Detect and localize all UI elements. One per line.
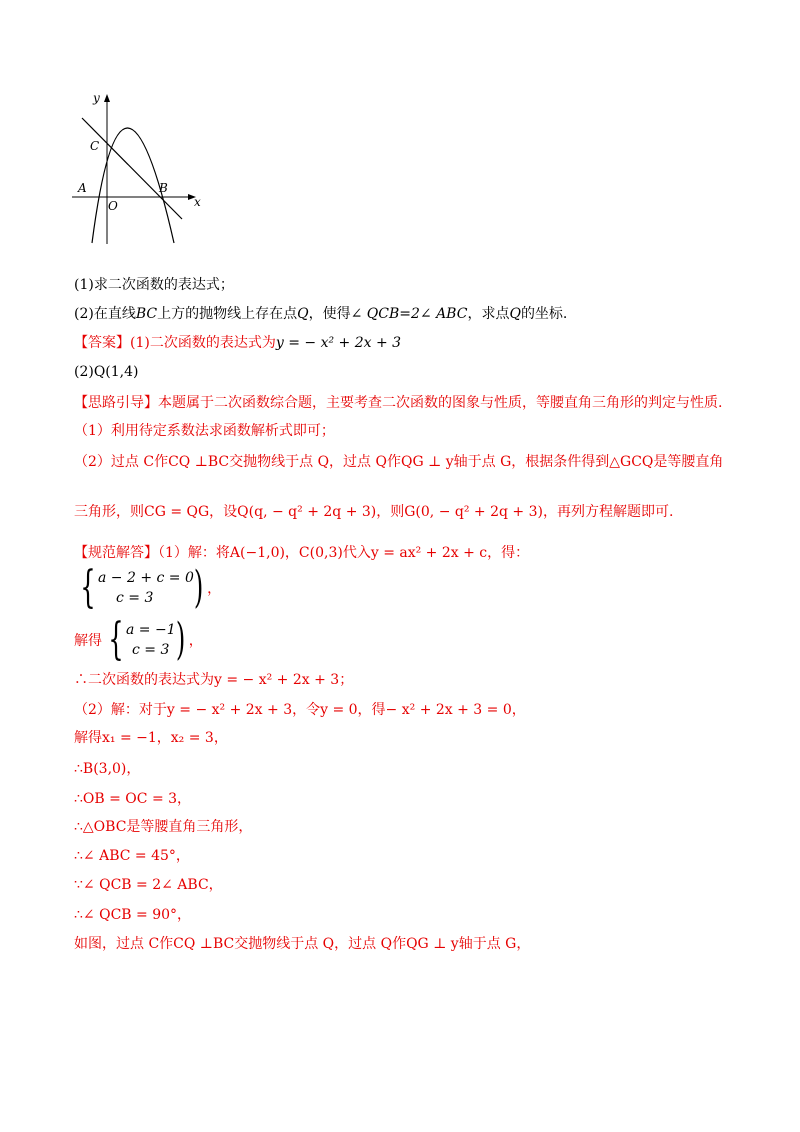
solution-line-10: ∴∠ QCB = 90°， [74,907,192,923]
question-part-1: (1)求二次函数的表达式； [74,277,234,293]
question-part-2: (2)在直线BC上方的抛物线上存在点Q，使得∠ QCB=2∠ ABC，求点Q的坐标. [74,306,568,322]
solution-line-3: （2）解：对于y = − x² + 2x + 3，令y = 0，得− x² + 2x + 3 = 0， [74,702,526,718]
equation-system-2: 解得 { a = −1 c = 3 ) ， [74,614,203,665]
equation-system-1: { a − 2 + c = 0 c = 3 ) ， [80,562,222,613]
label-c: C [90,139,100,153]
label-b: B [159,181,168,195]
solution-line-1: 【规范解答】（1）解：将A(−1,0)，C(0,3)代入y = ax² + 2x + c，得： [74,545,530,561]
label-a: A [78,181,87,195]
solution-line-5: ∴B(3,0)， [74,761,141,777]
label-x: x [194,195,201,209]
y-axis-arrow [104,94,110,102]
solution-line-4: 解得x₁ = −1，x₂ = 3， [74,730,228,746]
solution-tag: 【规范解答】 [74,545,158,561]
parabola-figure [70,88,210,248]
solution-line-6: ∴OB = OC = 3， [74,791,192,807]
answer-line-2: (2)Q(1,4) [74,364,139,380]
answer-line-1: 【答案】(1)二次函数的表达式为y = − x² + 2x + 3 [74,335,402,351]
hint-tag: 【思路引导】 [74,395,158,411]
solution-line-8: ∴∠ ABC = 45°， [74,848,190,864]
hint-step-2: （2）过点 C作CQ ⊥BC交抛物线于点 Q，过点 Q作QG ⊥ y轴于点 G，根据条件得到△GCQ是等腰直角 [74,454,724,470]
hint-line: 【思路引导】本题属于二次函数综合题，主要考查二次函数的图象与性质，等腰直角三角形的判定与性质. [74,395,723,411]
solution-line-11: 如图，过点 C作CQ ⊥BC交抛物线于点 Q，过点 Q作QG ⊥ y轴于点 G， [74,936,531,952]
hint-step-1: （1）利用待定系数法求函数解析式即可； [74,423,335,439]
solution-line-9: ∵∠ QCB = 2∠ ABC， [74,877,223,893]
label-o: O [108,199,118,213]
label-y: y [93,91,100,105]
hint-step-2-cont: 三角形，则CG = QG，设Q(q, − q² + 2q + 3)，则G(0, − q² + 2q + 3)，再列方程解题即可. [74,504,674,520]
solution-line-2: ∴二次函数的表达式为y = − x² + 2x + 3； [74,672,354,688]
line-bc [82,118,182,219]
answer-tag: 【答案】 [74,335,130,351]
solution-line-7: ∴△OBC是等腰直角三角形， [74,819,253,835]
